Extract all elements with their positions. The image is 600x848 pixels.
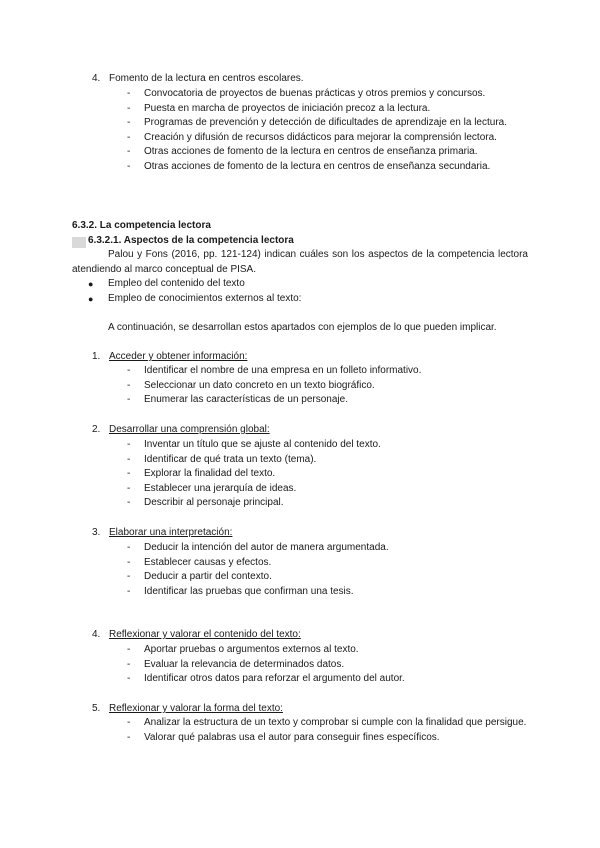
sublist-fomento (92, 87, 532, 175)
list-number: 1. (92, 351, 101, 362)
sub-item: - Identificar de qué trata un texto (tema). (127, 453, 317, 465)
list-title: Reflexionar y valorar la forma del texto: (109, 703, 283, 714)
list-title: Reflexionar y valorar el contenido del texto: (109, 629, 301, 640)
list-title: Acceder y obtener información: (109, 351, 248, 362)
heading-highlight (72, 237, 86, 248)
list-number: 4. (92, 73, 101, 84)
sub-item: - Identificar el nombre de una empresa en un folleto informativo. (127, 365, 422, 376)
sub-item: - Establecer una jerarquía de ideas. (127, 482, 297, 494)
sub-item: - Identificar las pruebas que confirman una tesis. (127, 585, 354, 597)
list-title: Desarrollar una comprensión global: (109, 424, 270, 435)
sub-item: - Puesta en marcha de proyectos de iniciación precoz a la lectura. (127, 102, 431, 114)
sub-item: - Valorar qué palabras usa el autor para conseguir fines específicos. (127, 731, 440, 743)
bullet-item: ● Empleo de conocimientos externos al texto: (88, 292, 302, 304)
sub-item: - Describir al personaje principal. (127, 497, 284, 509)
sub-item: - Explorar la finalidad del texto. (127, 468, 276, 480)
list-number: 4. (92, 629, 101, 640)
sublist-reflexionar-forma (92, 716, 532, 745)
list-title: Fomento de la lectura en centros escolares. (109, 73, 304, 84)
bullet-item: ● Empleo del contenido del texto (88, 278, 245, 289)
transition-paragraph: A continuación, se desarrollan estos apartados con ejemplos de lo que pueden implicar. (108, 322, 497, 333)
sub-item: - Deducir la intención del autor de manera argumentada. (127, 542, 389, 553)
list-number: 2. (92, 424, 101, 435)
sub-item: - Convocatoria de proyectos de buenas prácticas y otros premios y concursos. (127, 88, 486, 99)
intro-paragraph: Palou y Fons (2016, pp. 121-124) indican cuáles son los aspectos de la competencia lectora atendiendo al marco conceptual de PISA. (72, 249, 528, 275)
sublist-comprension (92, 438, 532, 511)
list-number: 5. (92, 703, 101, 714)
list-number: 3. (92, 527, 101, 538)
sub-item: - Evaluar la relevancia de determinados datos. (127, 658, 345, 670)
sub-item: - Enumerar las características de un personaje. (127, 394, 348, 406)
sub-item: - Programas de prevención y detección de dificultades de aprendizaje en la lectura. (127, 117, 507, 129)
sub-item: - Creación y difusión de recursos didácticos para mejorar la comprensión lectora. (127, 131, 497, 143)
sub-item: - Establecer causas y efectos. (127, 556, 272, 568)
section-heading: 6.3.2. La competencia lectora (72, 220, 211, 231)
sublist-reflexionar-contenido (92, 643, 532, 687)
sub-item: - Identificar otros datos para reforzar el argumento del autor. (127, 673, 405, 685)
sub-item: - Seleccionar un dato concreto en un texto biográfico. (127, 379, 375, 391)
sub-item: - Analizar la estructura de un texto y comprobar si cumple con la finalidad que persigue. (127, 717, 527, 728)
sublist-interpretacion (92, 541, 532, 599)
sub-item: - Deducir a partir del contexto. (127, 571, 272, 583)
list-title: Elaborar una interpretación: (109, 527, 233, 538)
sublist-acceder (92, 364, 532, 408)
bullet-list (88, 277, 508, 306)
sub-item: - Otras acciones de fomento de la lectura en centros de enseñanza secundaria. (127, 160, 491, 172)
sub-item: - Aportar pruebas o argumentos externos al texto. (127, 644, 359, 655)
sub-item: - Otras acciones de fomento de la lectura en centros de enseñanza primaria. (127, 146, 478, 158)
sub-item: - Inventar un título que se ajuste al contenido del texto. (127, 439, 381, 450)
subsection-heading: 6.3.2.1. Aspectos de la competencia lectora (88, 235, 294, 246)
